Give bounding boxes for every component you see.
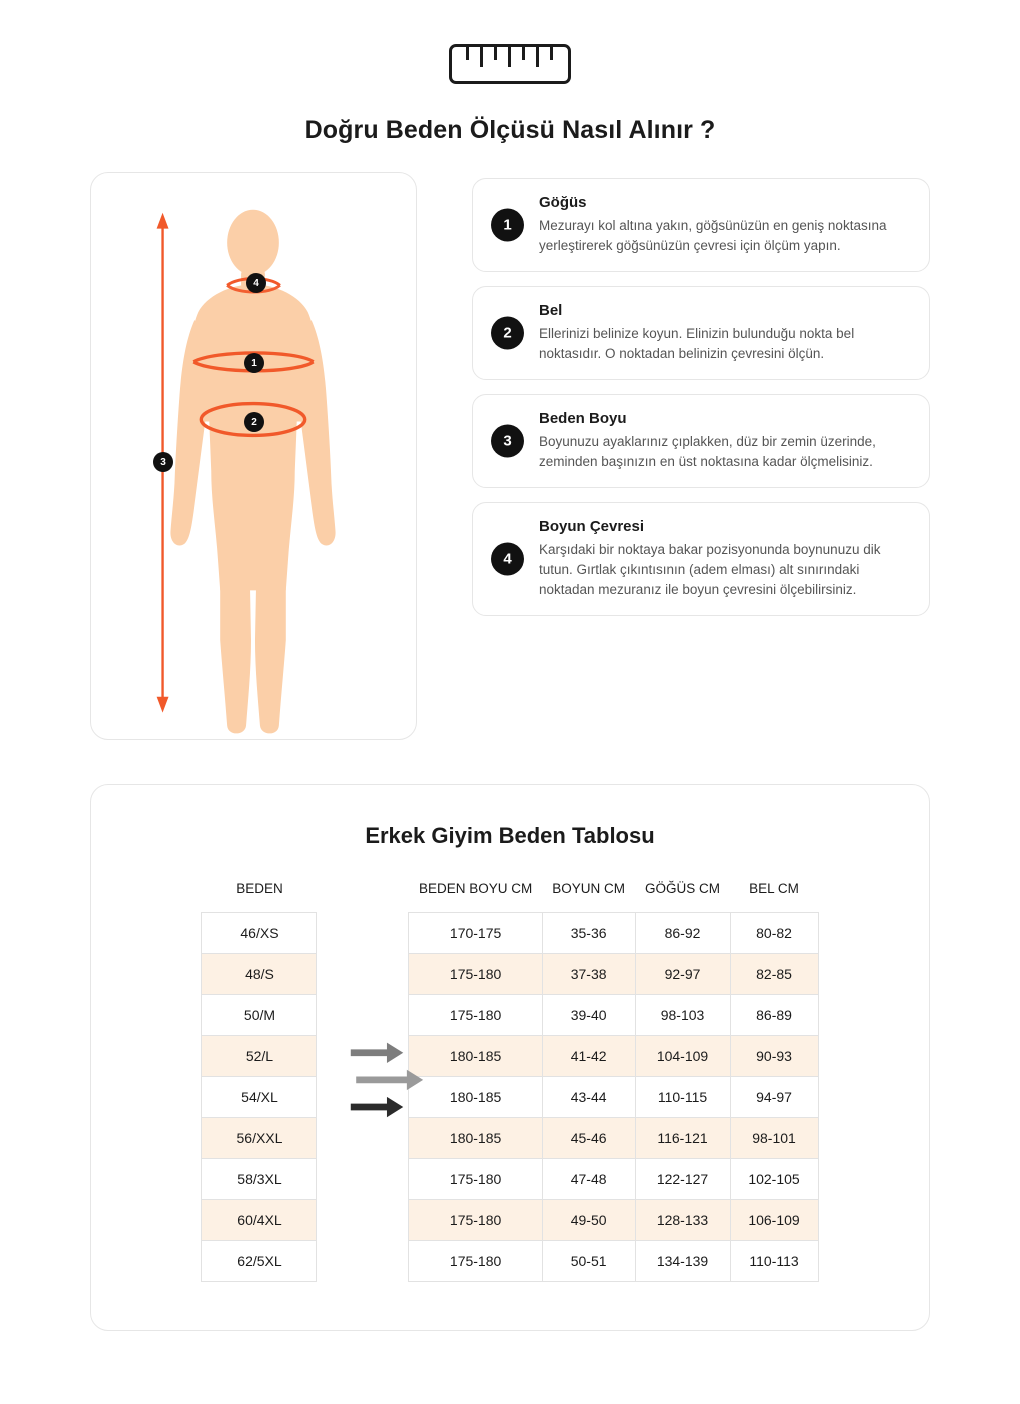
- th-spacer: [317, 875, 409, 912]
- cell-bel: 80-82: [730, 912, 818, 953]
- cell-gogus: 116-121: [635, 1117, 730, 1158]
- th-gogus: GÖĞÜS CM: [645, 881, 721, 896]
- cell-bel: 98-101: [730, 1117, 818, 1158]
- th-bel: BEL CM: [749, 881, 799, 896]
- cell-gogus: 128-133: [635, 1199, 730, 1240]
- step-card-beden-boyu: [472, 394, 930, 488]
- page-title: Doğru Beden Ölçüsü Nasıl Alınır ?: [304, 116, 716, 144]
- th-beden: BEDEN: [236, 881, 283, 896]
- cell-spacer: [317, 1199, 409, 1240]
- table-body: [202, 912, 818, 1281]
- table-row: [202, 1035, 818, 1076]
- cell-bel: 106-109: [730, 1199, 818, 1240]
- steps-list: [472, 172, 930, 616]
- cell-bel: 110-113: [730, 1240, 818, 1281]
- ruler-icon: [449, 44, 571, 84]
- cell-bel: 90-93: [730, 1035, 818, 1076]
- cell-bel: 82-85: [730, 953, 818, 994]
- cell-boy: 170-175: [409, 912, 542, 953]
- measure-guide-section: [0, 172, 1020, 740]
- cell-boyun: 49-50: [542, 1199, 635, 1240]
- cell-gogus: 110-115: [635, 1076, 730, 1117]
- step-desc-2: Ellerinizi belinize koyun. Elinizin bulunduğu nokta bel noktasıdır. O noktadan belinizin çevresini ölçün.: [539, 326, 855, 361]
- cell-boyun: 39-40: [542, 994, 635, 1035]
- size-table-card: [90, 784, 930, 1331]
- figure-marker-1: 1: [244, 353, 264, 373]
- step-badge-1: 1: [491, 209, 524, 242]
- figure-marker-2: 2: [244, 412, 264, 432]
- cell-gogus: 122-127: [635, 1158, 730, 1199]
- table-row: [202, 1076, 818, 1117]
- step-badge-3: 3: [491, 425, 524, 458]
- step-title-1: Göğüs: [539, 194, 587, 211]
- step-badge-4: 4: [491, 543, 524, 576]
- cell-gogus: 134-139: [635, 1240, 730, 1281]
- ruler-icon-wrap: [0, 44, 1020, 84]
- th-beden-boyu: BEDEN BOYU CM: [418, 881, 533, 896]
- table-row: [202, 1199, 818, 1240]
- cell-spacer: [317, 953, 409, 994]
- cell-spacer: [317, 1035, 409, 1076]
- cell-boy: 175-180: [409, 994, 542, 1035]
- table-row: [202, 1117, 818, 1158]
- cell-beden: 52/L: [202, 1035, 317, 1076]
- cell-beden: 62/5XL: [202, 1240, 317, 1281]
- step-desc-3: Boyunuzu ayaklarınız çıplakken, düz bir zemin üzerinde, zeminden başınızın en üst noktasına kadar ölçmelisiniz.: [539, 434, 876, 469]
- cell-boy: 180-185: [409, 1035, 542, 1076]
- cell-boy: 175-180: [409, 1158, 542, 1199]
- cell-beden: 60/4XL: [202, 1199, 317, 1240]
- size-table-title: Erkek Giyim Beden Tablosu: [365, 823, 655, 848]
- cell-beden: 54/XL: [202, 1076, 317, 1117]
- step-title-4: Boyun Çevresi: [539, 518, 645, 536]
- table-row: [202, 994, 818, 1035]
- cell-boy: 175-180: [409, 1199, 542, 1240]
- cell-bel: 86-89: [730, 994, 818, 1035]
- cell-boy: 180-185: [409, 1076, 542, 1117]
- step-badge-2: 2: [491, 317, 524, 350]
- cell-boyun: 45-46: [542, 1117, 635, 1158]
- step-title-2: Bel: [539, 302, 563, 320]
- cell-boy: 175-180: [409, 953, 542, 994]
- cell-gogus: 98-103: [635, 994, 730, 1035]
- cell-gogus: 92-97: [635, 953, 730, 994]
- cell-beden: 46/XS: [202, 912, 317, 953]
- figure-marker-4: 4: [246, 273, 266, 293]
- size-table: [201, 875, 818, 1282]
- table-row: [202, 912, 818, 953]
- figure-marker-3: 3: [153, 452, 173, 472]
- step-desc-1: Mezurayı kol altına yakın, göğsünüzün en geniş noktasına yerleştirerek göğsünüzün çevresi için ölçüm yapın.: [539, 218, 887, 253]
- cell-spacer: [317, 1076, 409, 1117]
- cell-spacer: [317, 1117, 409, 1158]
- cell-spacer: [317, 994, 409, 1035]
- cell-gogus: 86-92: [635, 912, 730, 953]
- table-row: [202, 1240, 818, 1281]
- cell-boyun: 43-44: [542, 1076, 635, 1117]
- table-header-row: [202, 875, 818, 912]
- cell-beden: 50/M: [202, 994, 317, 1035]
- cell-boyun: 41-42: [542, 1035, 635, 1076]
- body-figure-illustration: [91, 173, 416, 738]
- body-figure-card: [90, 172, 417, 740]
- cell-spacer: [317, 1158, 409, 1199]
- cell-bel: 102-105: [730, 1158, 818, 1199]
- cell-boy: 180-185: [409, 1117, 542, 1158]
- size-table-wrap: [121, 875, 899, 1282]
- cell-boy: 175-180: [409, 1240, 542, 1281]
- table-row: [202, 953, 818, 994]
- step-desc-4: Karşıdaki bir noktaya bakar pozisyonunda boynunuzu dik tutun. Gırtlak çıkıntısının (adem elması) alt sınırındaki noktadan mezuranız ile boyun çevresini ölçebilirsiniz.: [539, 542, 881, 597]
- cell-boyun: 37-38: [542, 953, 635, 994]
- cell-boyun: 47-48: [542, 1158, 635, 1199]
- cell-spacer: [317, 912, 409, 953]
- cell-gogus: 104-109: [635, 1035, 730, 1076]
- th-boyun: BOYUN CM: [552, 881, 626, 896]
- step-card-gogus: [472, 178, 930, 272]
- step-card-bel: [472, 286, 930, 380]
- cell-beden: 48/S: [202, 953, 317, 994]
- table-row: [202, 1158, 818, 1199]
- cell-bel: 94-97: [730, 1076, 818, 1117]
- cell-spacer: [317, 1240, 409, 1281]
- cell-boyun: 50-51: [542, 1240, 635, 1281]
- step-title-3: Beden Boyu: [539, 410, 627, 428]
- cell-beden: 58/3XL: [202, 1158, 317, 1199]
- cell-boyun: 35-36: [542, 912, 635, 953]
- step-card-boyun-cevresi: [472, 502, 930, 616]
- cell-beden: 56/XXL: [202, 1117, 317, 1158]
